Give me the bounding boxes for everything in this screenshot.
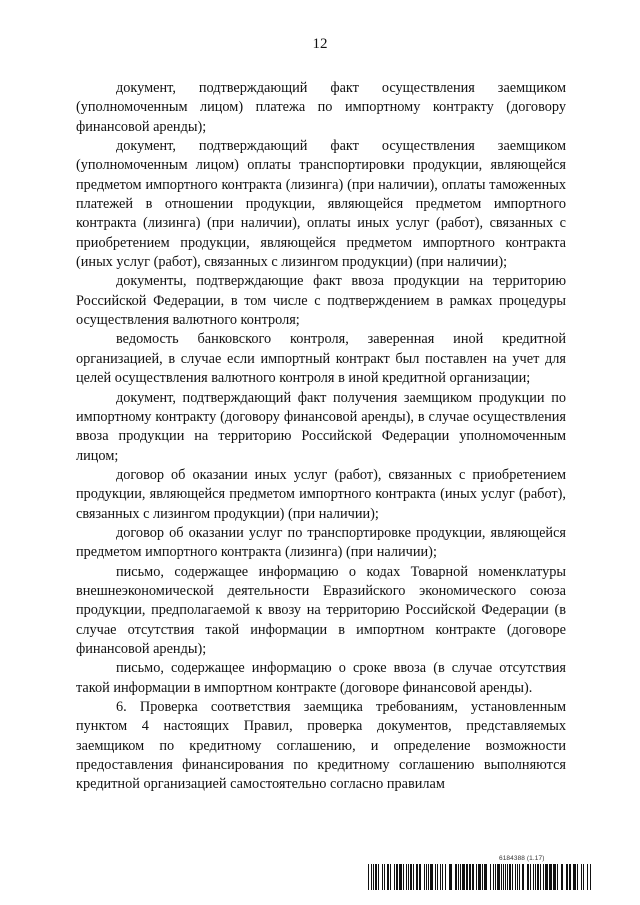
paragraph: документы, подтверждающие факт ввоза продукции на территорию Российской Федерации, в том числе с подтверждением в рамках процедуры осуществления валютного контроля;	[76, 273, 566, 329]
document-code: 6184388 (1.17)	[499, 855, 545, 862]
paragraph: письмо, содержащее информацию о кодах Товарной номенклатуры внешнеэкономической деятельности Евразийского экономического союза продукции, предполагаемой к ввозу на территорию Российской Федерации (в случае отсутствия такой информации в импортном контракте (договоре финансовой аренды);	[76, 563, 566, 657]
paragraph: письмо, содержащее информацию о сроке ввоза (в случае отсутствия такой информации в импортном контракте (договоре финансовой аренды).	[76, 660, 566, 696]
paragraph-last: 6. Проверка соответствия заемщика требованиям, установленным пунктом 4 настоящих Правил, проверка документов, представляемых заемщиком по кредитному соглашению, и определение возможности предоставления финансирования по кредитному соглашению выполняются кредитной организацией самостоятельно согласно правилам	[76, 699, 566, 793]
barcode	[368, 864, 593, 890]
paragraph: договор об оказании услуг по транспортировке продукции, являющейся предметом импортного контракта (лизинга) (при наличии);	[76, 524, 566, 561]
paragraph: документ, подтверждающий факт осуществления заемщиком (уполномоченным лицом) оплаты транспортировки продукции, являющейся предметом импортного контракта (лизинга) (при наличии), оплаты таможенных платежей в отношении продукции, являющейся предметом импортного контракта (лизинга) (при наличии), оплаты иных услуг (работ), связанных с приобретением продукции, являющейся предметом импортного контракта (иных услуг (работ), связанных с лизингом продукции) (при наличии);	[76, 138, 566, 271]
paragraph: документ, подтверждающий факт осуществления заемщиком (уполномоченным лицом) платежа по импортному контракту (договору финансовой аренды);	[76, 80, 566, 135]
document-body	[76, 79, 566, 795]
page-number: 12	[312, 36, 328, 52]
paragraph: ведомость банковского контроля, заверенная иной кредитной организацией, в случае если импортный контракт был поставлен на учет для целей осуществления валютного контроля в иной кредитной организации;	[76, 331, 566, 387]
paragraph: договор об оказании иных услуг (работ), связанных с приобретением продукции, являющейся предметом импортного контракта (иных услуг (работ), связанных с лизингом продукции) (при наличии);	[76, 466, 566, 522]
paragraph: документ, подтверждающий факт получения заемщиком продукции по импортному контракту (договору финансовой аренды), в случае осуществления ввоза продукции на территорию Российской Федерации уполномоченным лицом;	[76, 389, 566, 464]
barcode-graphic	[368, 864, 593, 890]
